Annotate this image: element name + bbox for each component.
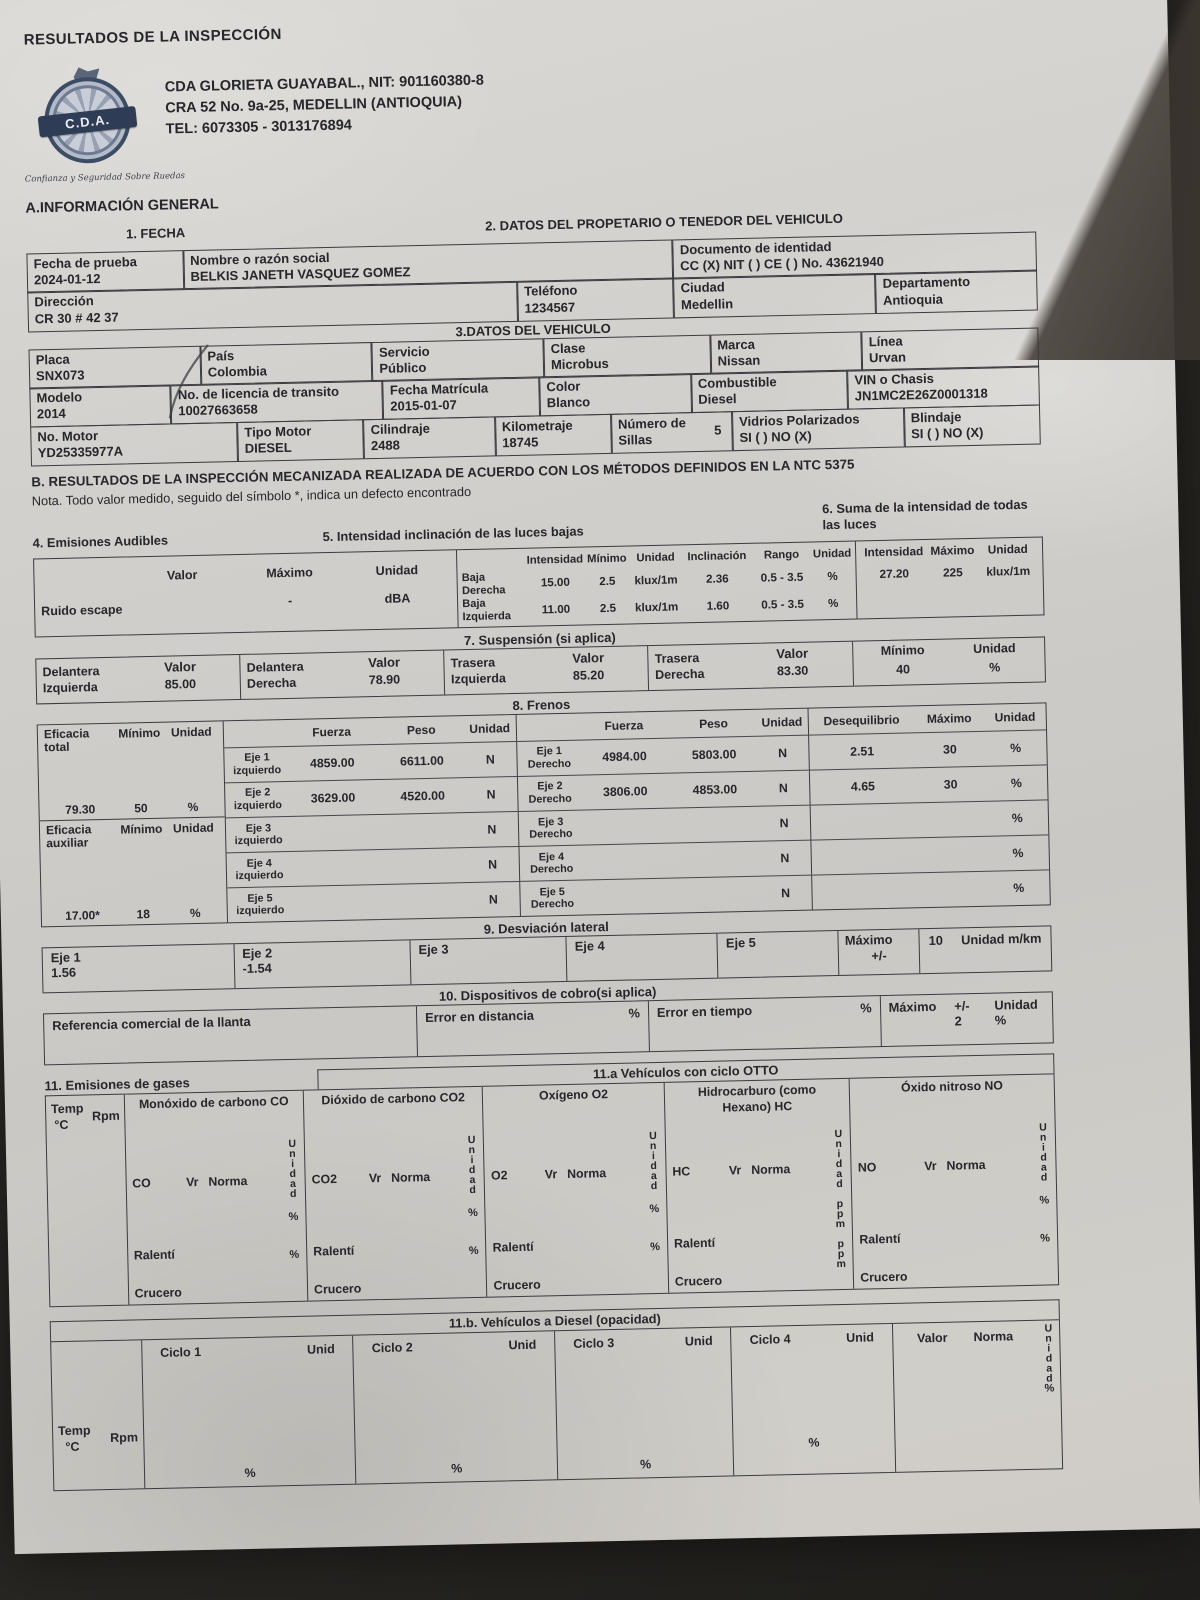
- table-row: Eje 4 Derecho N: [519, 840, 811, 882]
- eficacia-total: Eficacia total Mínimo Unidad 79.30 50 %: [38, 721, 226, 821]
- desviacion-eje5: Eje 5: [718, 931, 840, 978]
- table-row: Eje 1 Derecho 4984.00 5803.00 N: [517, 734, 809, 776]
- field-combustible: Combustible Diesel: [691, 370, 848, 414]
- frenos-desequilibrio-col: Desequilibrio Máximo Unidad 2.51 30 % 4.65 30 % % % %: [809, 703, 1050, 910]
- cda-logo-text: C.D.A.: [38, 106, 138, 138]
- field-linea: Línea Urvan: [861, 327, 1039, 371]
- table-row: Eje 5 Derecho N: [520, 875, 812, 917]
- field-servicio: Servicio Público: [372, 338, 545, 382]
- field-fecha-matricula: Fecha Matrícula 2015-01-07: [383, 377, 540, 421]
- field-nombre: Nombre o razón social BELKIS JANETH VASQUEZ GOMEZ: [183, 239, 674, 290]
- org-phone: TEL: 6073305 - 3013176894: [165, 117, 353, 138]
- cobro-maximo: Máximo +/- 2 Unidad %: [888, 997, 1038, 1029]
- gases-otto-table: [45, 1074, 1059, 1308]
- field-vin: VIN o Chasis JN1MC2E26Z0001318: [847, 366, 1040, 410]
- field-color: Color Blanco: [539, 373, 691, 416]
- baja-izquierda-label: Baja Izquierda: [462, 597, 512, 624]
- field-no-motor: No. Motor YD25335977A: [30, 422, 238, 467]
- ruido-escape-label: Ruido escape: [41, 602, 123, 619]
- field-licencia: No. de licencia de transito 10027663658: [171, 380, 384, 425]
- fecha-heading: 1. FECHA: [125, 225, 186, 242]
- desviacion-limits: 10 Unidad m/km: [928, 931, 1042, 949]
- table-row: Eje 2 izquierdo 3629.00 4520.00 N: [225, 776, 517, 818]
- diesel-heading: 11.b. Vehículos a Diesel (opacidad): [50, 1300, 1060, 1342]
- audibles-table: Valor Máximo Unidad Ruido escape - dBA: [33, 549, 459, 637]
- cda-wheel-icon: [44, 76, 132, 164]
- field-direccion: Dirección CR 30 # 42 37: [27, 281, 518, 332]
- cobro-referencia: Referencia comercial de la llanta: [44, 1007, 418, 1065]
- gases-temp-col: Temp Rpm °C: [46, 1095, 129, 1307]
- section-3-heading: 3.DATOS DEL VEHICULO: [455, 320, 611, 339]
- otto-heading: 11.a Vehículos con ciclo OTTO: [317, 1054, 1055, 1090]
- suspension-minimo: Mínimo Unidad 40 %: [880, 640, 1016, 677]
- desviacion-eje2: Eje 2 -1.54: [234, 941, 411, 989]
- table-row: 2.51 30 %: [809, 729, 1047, 769]
- table-row: %: [812, 870, 1050, 910]
- table-row: Eje 2 Derecho 3806.00 4853.00 N: [518, 769, 810, 811]
- frenos-derecho-col: Fuerza Peso Unidad Eje 1 Derecho 4984.00 5803.00 N Eje 2 Derecho 3806.00 4853.00 N Eje 3 Derecho N Eje 4 Derecho N Eje 5 Derecho N: [516, 708, 813, 916]
- field-pais: País Colombia: [200, 342, 373, 386]
- page-title: RESULTADOS DE LA INSPECCIÓN: [23, 25, 282, 49]
- table-row: Eje 1 izquierdo 4859.00 6611.00 N: [225, 741, 517, 783]
- gases-o2-group: Oxígeno O2 O2 Vr Norma Ralentí Crucero Unidad % %: [483, 1083, 669, 1297]
- luces-heading: 5. Intensidad inclinación de las luces bajas: [322, 523, 584, 544]
- diesel-unidad-col: Unidad %: [1042, 1322, 1056, 1396]
- field-placa: Placa SNX073: [28, 345, 201, 389]
- gases-co2-group: Dióxido de carbono CO2 CO2 Vr Norma Ralentí Crucero Unidad % %: [304, 1087, 488, 1301]
- section-8-heading: 8. Frenos: [512, 696, 571, 713]
- section-b-heading: B. RESULTADOS DE LA INSPECCIÓN MECANIZADA REALIZADA DE ACUERDO CON LOS MÉTODOS DEFINIDOS EN LA NTC 5375: [31, 456, 855, 490]
- desviacion-eje1: Eje 1 1.56: [43, 945, 235, 993]
- field-cilindraje: Cilindraje 2488: [363, 416, 495, 459]
- baja-derecha-label: Baja Derecha: [461, 571, 506, 598]
- table-row: %: [811, 799, 1049, 839]
- diesel-valor-norma: Valor Norma: [916, 1329, 1014, 1346]
- gases-heading: 11. Emisiones de gases: [44, 1075, 190, 1094]
- gases-hc-group: Hidrocarburo (como Hexano) HC HC Vr Norma Ralentí Crucero Unidad ppm ppm: [665, 1079, 855, 1293]
- suspension-trasera-izq: Trasera Izquierda Valor 85.20: [444, 646, 649, 694]
- frenos-eficacia-col: [38, 721, 229, 927]
- section-7-heading: 7. Suspensión (si aplica): [463, 629, 616, 648]
- field-fecha-prueba: Fecha de prueba 2024-01-12: [26, 250, 183, 294]
- owner-heading: 2. DATOS DEL PROPETARIO O TENEDOR DEL VEHICULO: [484, 210, 844, 234]
- table-row: Eje 4 izquierdo N: [227, 846, 519, 888]
- cda-logo-tagline: Confianza y Seguridad Sobre Ruedas: [24, 171, 186, 185]
- org-name-nit: CDA GLORIETA GUAYABAL., NIT: 901160380-8: [164, 72, 485, 96]
- section-9-heading: 9. Desviación lateral: [483, 919, 609, 938]
- cobro-error-tiempo: Error en tiempo %: [649, 997, 882, 1052]
- suspension-delantera-der: Delantera Derecha Valor 78.90: [240, 650, 445, 698]
- org-info: [164, 59, 485, 141]
- section-a-heading: A.INFORMACIÓN GENERAL: [25, 196, 219, 217]
- org-header: [22, 47, 1034, 185]
- diesel-table: [50, 1320, 1063, 1492]
- field-departamento: Departamento Antioquia: [875, 270, 1037, 314]
- suspension-trasera-der: Trasera Derecha Valor 83.30: [648, 641, 853, 689]
- frenos-izquierdo-col: Fuerza Peso Unidad Eje 1 izquierdo 4859.00 6611.00 N Eje 2 izquierdo 3629.00 4520.00 N Eje 3 izquierdo N Eje 4 izquierdo N Eje 5 izquierdo N: [224, 715, 521, 923]
- field-vidrios: Vidrios Polarizados SI ( ) NO (X): [732, 407, 905, 451]
- suma-heading: 6. Suma de la intensidad de todas las luces: [821, 496, 1028, 533]
- diesel-ciclo3: Ciclo 3 Unid %: [555, 1328, 735, 1480]
- table-row: 4.65 30 %: [810, 764, 1048, 804]
- table-row: Eje 3 Derecho N: [518, 805, 810, 847]
- field-kilometraje: Kilometraje 18745: [495, 414, 612, 457]
- luces-table: Intensidad Mínimo Unidad Inclinación Rango Unidad Baja Derecha 15.00 2.5 klux/1m 2.36 0.5 - 3.5 % Baja Izquierda 11.00 2.5 klux/1m 1.60 0.5 - 3.5 %: [457, 540, 858, 627]
- desviacion-maximo: Máximo +/-: [839, 930, 921, 976]
- cda-logo: [22, 66, 186, 185]
- audibles-heading: 4. Emisiones Audibles: [32, 532, 169, 551]
- note-text: Nota. Todo valor medido, seguido del símbolo *, indica un defecto encontrado: [31, 483, 472, 509]
- eficacia-auxiliar: Eficacia auxiliar Mínimo Unidad 17.00* 18 %: [45, 820, 214, 924]
- section-10-heading: 10. Dispositivos de cobro(si aplica): [438, 984, 657, 1005]
- table-row: Eje 3 izquierdo N: [226, 811, 518, 853]
- field-marca: Marca Nissan: [710, 331, 862, 374]
- field-telefono: Teléfono 1234567: [517, 278, 674, 322]
- field-documento: Documento de identidad CC (X) NIT ( ) CE ( ) No. 43621940: [673, 231, 1037, 279]
- cobro-error-distancia: Error en distancia %: [417, 1002, 650, 1057]
- field-sillas: Número de Sillas 5: [611, 411, 733, 454]
- table-row: Eje 5 izquierdo N: [228, 881, 520, 923]
- diesel-ciclo1: Ciclo 1 Unid %: [142, 1336, 357, 1489]
- field-clase: Clase Microbus: [543, 334, 710, 378]
- diesel-ciclo2: Ciclo 2 Unid %: [353, 1332, 558, 1484]
- field-tipo-motor: Tipo Motor DIESEL: [237, 419, 364, 462]
- field-modelo: Modelo 2014: [29, 385, 171, 428]
- field-blindaje: Blindaje SI ( ) NO (X): [904, 404, 1041, 447]
- suspension-delantera-izq: Delantera Izquierda Valor 85.00: [36, 655, 241, 703]
- gases-no-group: Óxido nitroso NO NO Vr Norma Ralentí Crucero Unidad % %: [857, 1078, 1051, 1286]
- gases-co-group: Monóxido de carbono CO CO Vr Norma Ralentí Crucero Unidad % %: [124, 1091, 308, 1305]
- table-row: %: [811, 835, 1049, 875]
- frenos-table: [37, 702, 1051, 928]
- desviacion-eje3: Eje 3: [410, 937, 567, 984]
- field-ciudad: Ciudad Medellin: [673, 273, 876, 318]
- diesel-ciclo4: Ciclo 4 Unid %: [731, 1324, 895, 1475]
- org-address: CRA 52 No. 9a-25, MEDELLIN (ANTIOQUIA): [165, 94, 463, 117]
- suma-table: Intensidad Máximo Unidad 27.20 225 klux/1m: [856, 536, 1045, 619]
- desviacion-eje4: Eje 4: [567, 934, 719, 981]
- diesel-temp-col: Temp Rpm °C: [51, 1341, 145, 1491]
